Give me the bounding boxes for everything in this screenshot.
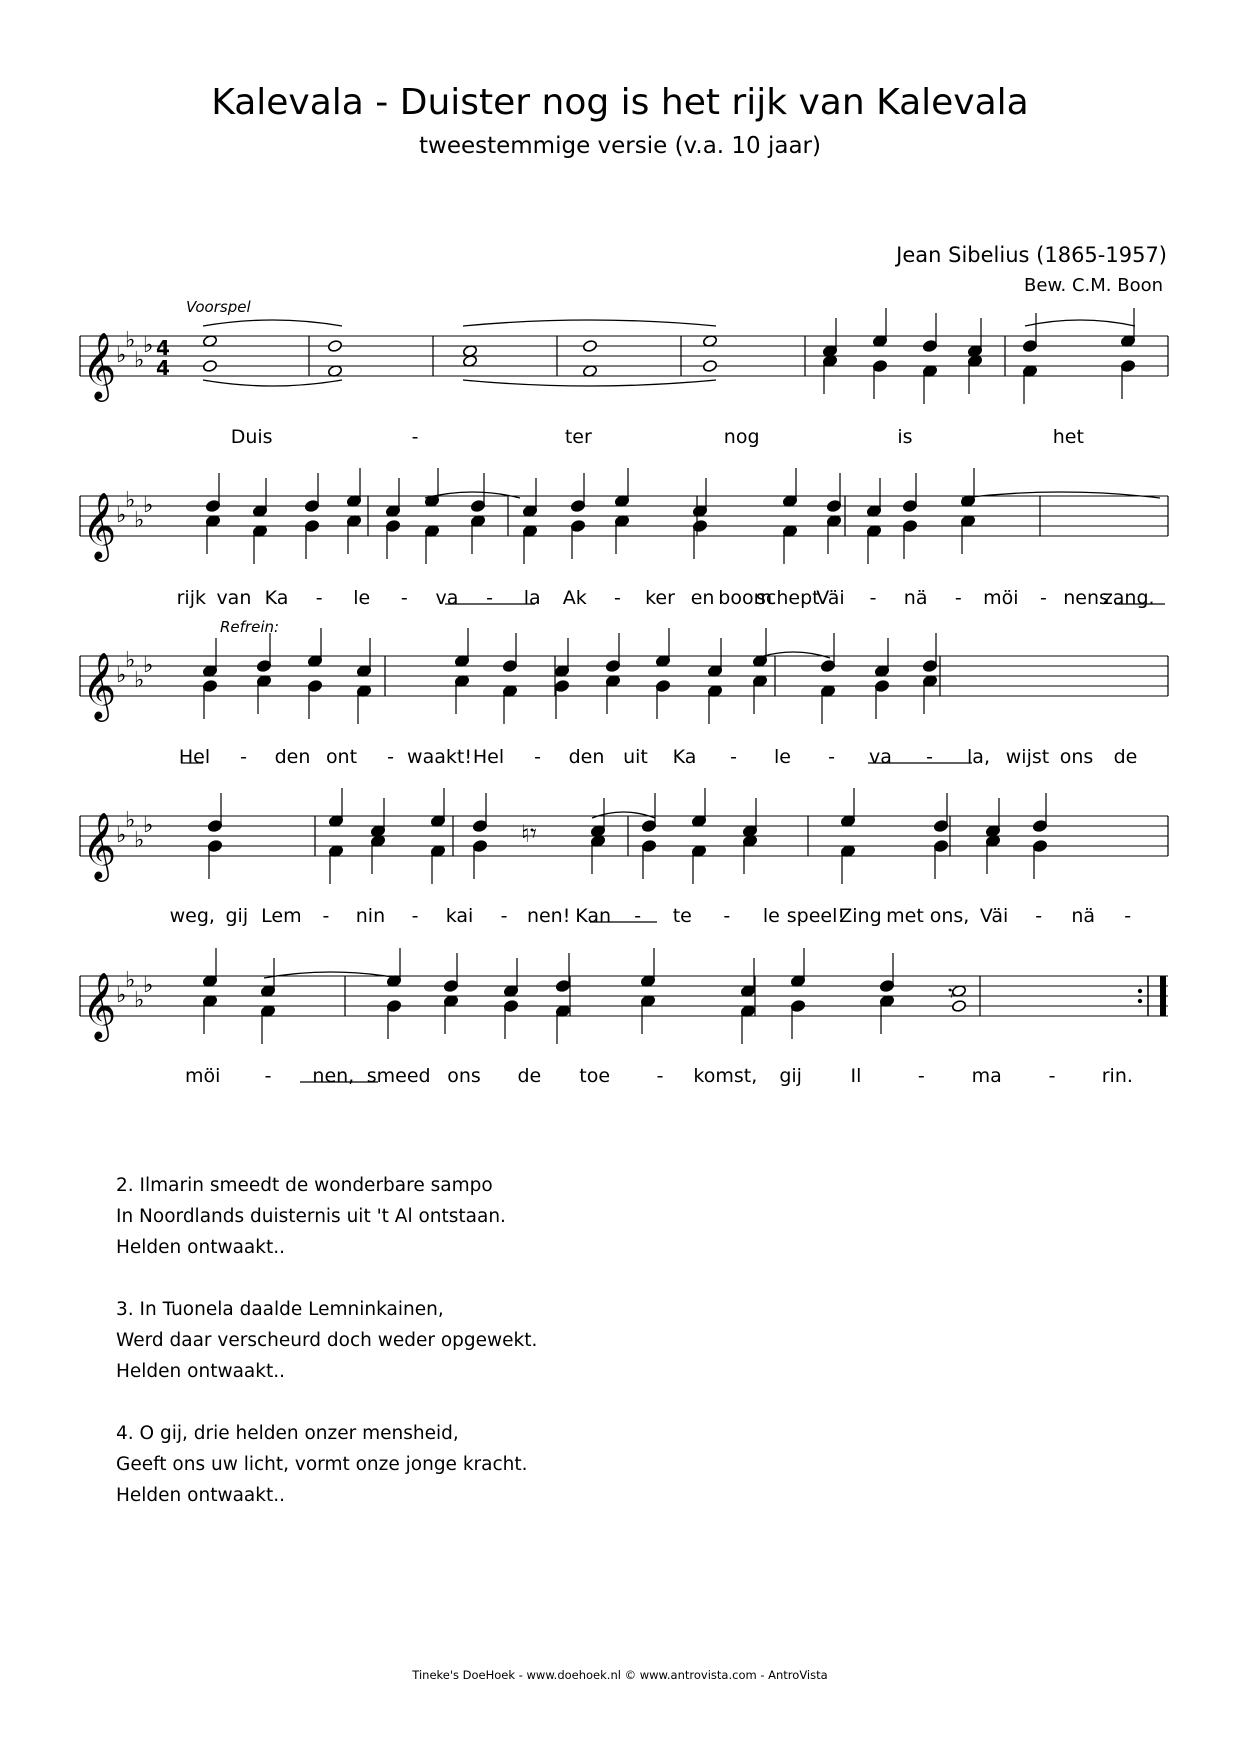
final-barline-thick [1160,976,1166,1016]
note-head [902,519,917,532]
lyric-syllable: la [523,587,541,609]
flat-icon: ♭ [125,328,136,353]
note-head [826,499,841,512]
treble-clef-icon: 𝄞 [82,651,117,719]
note-head [933,839,948,852]
note-head [554,679,569,692]
note-head [570,499,585,512]
lyric-syllable: nen! [526,905,571,927]
note-head [202,679,217,692]
verse-line: Werd daar verscheurd doch weder opgewekt. [116,1330,538,1351]
note-head [790,999,805,1012]
tie-arc [463,320,716,326]
tie-arc [1025,320,1135,326]
lyric-syllable: met [886,905,924,927]
repeat-dot [1138,999,1142,1003]
lyric-syllable: - [486,587,493,609]
lyric-syllable: toe [579,1065,611,1087]
note-head [879,979,894,992]
note-head [470,499,485,512]
tie-arc [463,380,716,386]
lyric-syllable: - [400,587,408,609]
note-head [256,659,271,672]
lyric-syllable: Hel [472,746,505,768]
lyric-syllable: - [534,746,541,768]
lyric-syllable: - [1040,587,1047,609]
verse-line: In Noordlands duisternis uit 't Al ontstaan. [116,1206,506,1227]
note-head [502,659,517,672]
verse [116,1294,537,1387]
lyric-syllable: - [315,587,323,609]
lyric-syllable: - [387,746,394,768]
note-head [570,519,585,532]
flat-icon: ♭ [143,493,154,518]
arranger: Bew. C.M. Boon [1024,275,1163,296]
flat-icon: ♭ [116,343,127,368]
note-head [472,839,487,852]
lyric-syllable: het [1052,426,1084,448]
lyric-syllable: möi [983,587,1019,609]
lyric-syllable: zang. [1102,587,1155,609]
tie-arc [264,972,398,978]
note-head [641,839,656,852]
note-head [307,679,322,692]
lyric-syllable: - [240,746,247,768]
lyric-syllable: Hel [178,746,211,768]
lyric-syllable: nä [1071,905,1096,927]
note-head [692,519,707,532]
lyric-syllable: Duis [230,426,273,448]
note-head [386,999,401,1012]
lyric-syllable: waakt! [407,746,472,768]
verse-line: 3. In Tuonela daalde Lemninkainen, [116,1299,444,1320]
note-head [327,339,342,352]
flat-icon: ♭ [134,828,145,853]
tie-arc [425,492,520,498]
treble-clef-icon: 𝄞 [82,971,117,1039]
lyric-syllable: ma [971,1065,1002,1087]
lyric-syllable: ons [447,1065,481,1087]
note-head [207,839,222,852]
lyric-syllable: ons [1059,746,1094,768]
note-head [582,339,597,352]
page-subtitle: tweestemmige versie (v.a. 10 jaar) [418,133,821,159]
footer: Tineke's DoeHoek - www.doehoek.nl © www.antrovista.com - AntroVista [412,1668,828,1682]
lyric-syllable: den [568,746,605,768]
note-head [304,519,319,532]
tie-arc [592,812,655,818]
lyric-syllable: rijk [176,587,206,609]
time-signature-bottom: 4 [156,356,170,380]
lyric-syllable: - [656,1065,664,1087]
note-head [872,359,887,372]
lyric-syllable: - [828,746,835,768]
treble-clef-icon: 𝄞 [82,811,117,879]
flat-icon: ♭ [134,508,145,533]
lyric-syllable: rin. [1101,1065,1133,1087]
lyric-syllable: Väi [979,905,1009,927]
treble-clef-icon: 𝄞 [82,331,117,399]
composer: Jean Sibelius (1865-1957) [896,243,1167,267]
verses [116,1170,537,1542]
lyric-syllable: - [869,587,877,609]
lyric-syllable: weg, [169,905,215,927]
lyric-syllable: is [897,426,913,448]
tie-arc [203,380,342,386]
flat-icon: ♭ [125,488,136,513]
flat-icon: ♭ [143,973,154,998]
lyric-syllable: Il [850,1065,862,1087]
note-head [902,499,917,512]
lyric-syllable: ker [645,587,675,609]
note-head [304,499,319,512]
flat-icon: ♭ [116,823,127,848]
lyric-syllable: - [730,746,737,768]
lyric-syllable: Zing [839,905,882,927]
note-head [385,519,400,532]
lyric-syllable: - [917,1065,925,1087]
lyric-syllable: - [723,905,731,927]
tie-arc [962,492,1160,498]
lyric-syllable: - [954,587,962,609]
lyric-syllable: en [690,587,715,609]
flat-icon: ♭ [134,988,145,1013]
note-head [202,359,217,372]
lyric-syllable: - [1035,905,1043,927]
lyric-syllable: möi [184,1065,221,1087]
note-head [874,679,889,692]
lyric-syllable: wijst [1005,746,1050,768]
tie-arc [757,652,830,658]
flat-icon: ♭ [134,668,145,693]
repeat-dot [1138,989,1142,993]
lyric-syllable: speel! [786,905,846,927]
eighth-rest-icon: 𝄾 [948,979,955,1009]
lyric-syllable: va [869,746,892,768]
lyric-syllable: nin [355,905,386,927]
time-signature-top: 4 [156,336,170,360]
note-head [655,679,670,692]
note-head [820,659,835,672]
lyric-syllable: ons, [929,905,970,927]
lyric-syllable: va [435,587,459,609]
lyric-syllable: de [1113,746,1138,768]
lyric-syllable: van [216,587,252,609]
verse-line: Helden ontwaakt.. [116,1485,285,1506]
flat-icon: ♭ [125,648,136,673]
lyric-syllable: uit [623,746,648,768]
flat-icon: ♭ [116,503,127,528]
lyric-syllable: komst, [693,1065,758,1087]
note-head [605,659,620,672]
flat-icon: ♭ [143,333,154,358]
lyric-syllable: Ka [672,746,697,768]
lyric-syllable: le [762,905,780,927]
verse [116,1170,537,1263]
note-head [205,499,220,512]
note-head [443,979,458,992]
lyric-syllable: - [411,905,419,927]
flat-icon: ♭ [125,808,136,833]
lyric-syllable: ont [325,746,358,768]
lyric-syllable: nä [903,587,928,609]
note-head [207,819,222,832]
eighth-rest-icon: 𝄾 [530,819,537,849]
natural-icon: ♮ [521,820,530,848]
note-head [702,359,717,372]
verse [116,1418,537,1511]
note-head [472,819,487,832]
lyric-syllable: nens [1063,587,1109,609]
lyric-syllable: smeed [366,1065,431,1087]
lyric-syllable: le [353,587,371,609]
lyric-syllable: la, [967,746,990,768]
lyric-syllable: - [1124,905,1132,927]
flat-icon: ♭ [116,663,127,688]
verse-line: 2. Ilmarin smeedt de wonderbare sampo [116,1175,493,1196]
lyric-syllable: - [322,905,330,927]
note-head [1032,819,1047,832]
note-head [1022,339,1037,352]
lyric-syllable: kai [445,905,474,927]
lyric-syllable: le [774,746,791,768]
lyric-syllable: - [926,746,933,768]
lyric-syllable: nen, [312,1065,355,1087]
page-title: Kalevala - Duister nog is het rijk van Kalevala [211,82,1029,123]
lyric-syllable: schept [756,587,820,609]
treble-clef-icon: 𝄞 [82,491,117,559]
lyric-syllable: - [264,1065,272,1087]
verse-line: 4. O gij, drie helden onzer mensheid, [116,1423,459,1444]
lyric-syllable: gij [225,905,249,927]
lyric-syllable: nog [723,426,760,448]
verse-line: Helden ontwaakt.. [116,1237,285,1258]
lyric-syllable: Väi [816,587,845,609]
lyric-syllable: Ak [562,587,587,609]
tie-arc [203,320,342,326]
note-head [922,659,937,672]
flat-icon: ♭ [143,813,154,838]
lyric-syllable: - [500,905,508,927]
lyric-syllable: boom [718,587,773,609]
note-head [555,979,570,992]
lyric-syllable: ter [564,426,592,448]
flat-icon: ♭ [125,968,136,993]
lyric-syllable: - [613,587,621,609]
lyric-syllable: Kan [575,905,612,927]
lyric-syllable: den [274,746,311,768]
lyric-syllable: - [634,905,642,927]
flat-icon: ♭ [143,653,154,678]
verse-line: Helden ontwaakt.. [116,1361,285,1382]
intro-marking: Voorspel [186,298,251,316]
note-head [503,999,518,1012]
verse-line: Geeft ons uw licht, vormt onze jonge kracht. [116,1454,528,1475]
refrain-marking: Refrein: [220,618,280,636]
flat-icon: ♭ [134,348,145,373]
note-head [1120,359,1135,372]
note-head [933,819,948,832]
lyric-syllable: Lem [261,905,302,927]
note-head [1032,839,1047,852]
lyric-syllable: te [672,905,692,927]
lyric-syllable: - [1048,1065,1056,1087]
flat-icon: ♭ [116,983,127,1008]
lyric-syllable: - [411,426,419,448]
note-head [922,339,937,352]
note-head [641,819,656,832]
lyric-syllable: gij [779,1065,802,1087]
lyric-syllable: Ka [264,587,289,609]
lyric-syllable: de [517,1065,542,1087]
